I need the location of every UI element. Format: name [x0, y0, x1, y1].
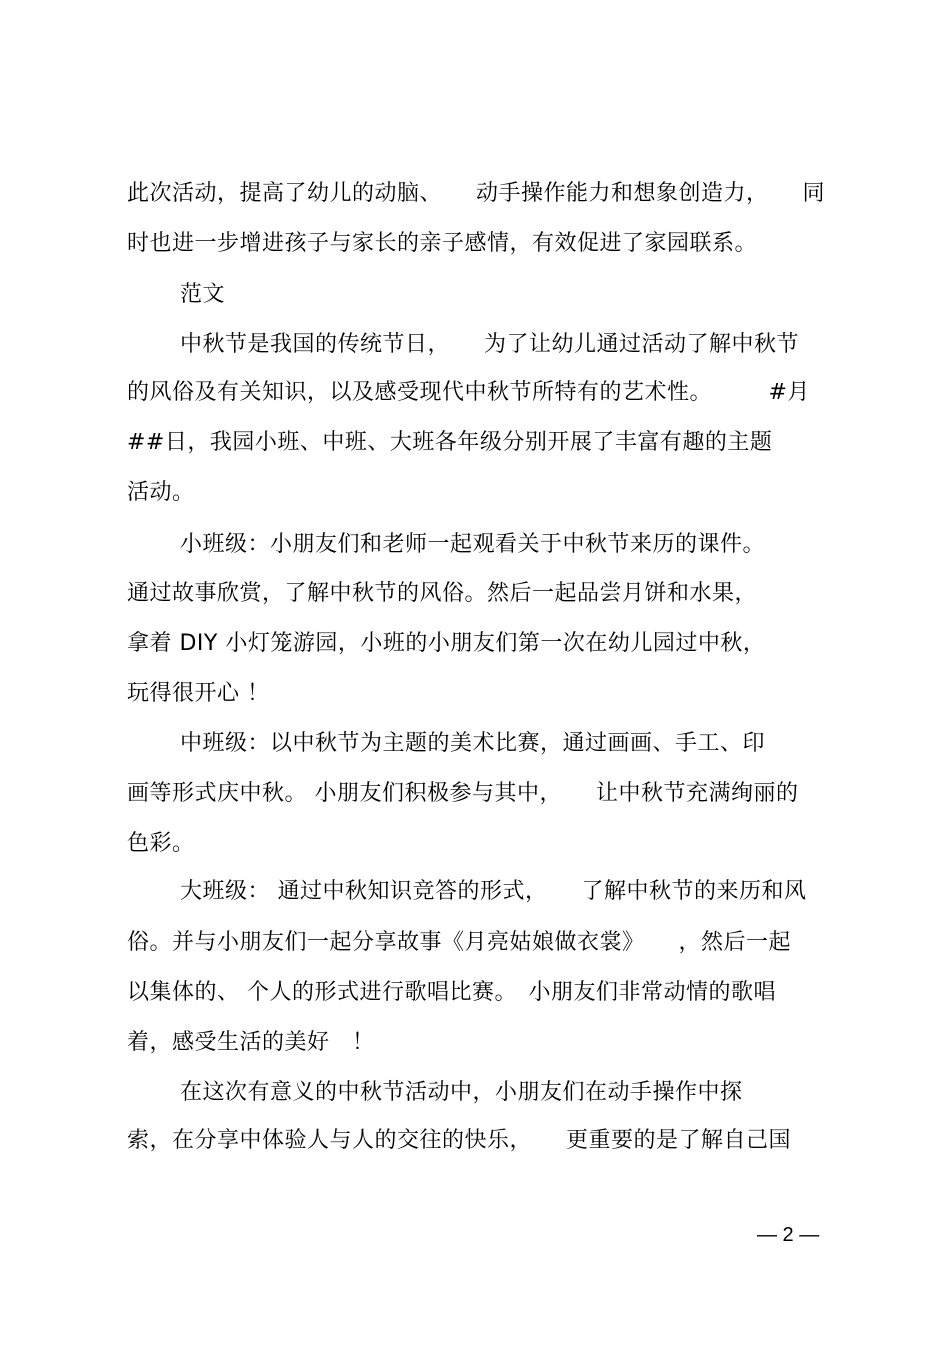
section-heading: 范文: [180, 282, 226, 307]
text-line: 此次活动，提高了幼儿的动脑、 动手操作能力和想象创造力， 同: [127, 181, 826, 206]
text-line: 时也进一步增进孩子与家长的亲子感情，有效促进了家园联系。: [127, 231, 758, 256]
text-line: 俗。并与小朋友们一起分享故事《月亮姑娘做衣裳》 ，然后一起: [127, 930, 792, 955]
text-line: 以集体的、 个人的形式进行歌唱比赛。 小朋友们非常动情的歌唱: [127, 980, 776, 1005]
text-line: 玩得很开心 ！: [127, 681, 270, 706]
text-line: 着，感受生活的美好 ！: [127, 1030, 375, 1055]
text-line: 索，在分享中体验人与人的交往的快乐， 更重要的是了解自己国: [127, 1128, 792, 1153]
text-line: 的风俗及有关知识，以及感受现代中秋节所特有的艺术性。 #月: [127, 380, 810, 405]
text-line: 画等形式庆中秋。 小朋友们积极参与其中， 让中秋节充满绚丽的: [127, 781, 799, 806]
text-line: 活动。: [127, 480, 195, 505]
text-line: 通过故事欣赏，了解中秋节的风俗。然后一起品尝月饼和水果，: [127, 581, 758, 606]
text-line: 拿着 DIY 小灯笼游园，小班的小朋友们第一次在幼儿园过中秋，: [127, 631, 766, 656]
text-line: 大班级： 通过中秋知识竞答的形式， 了解中秋节的来历和风: [180, 879, 807, 904]
text-line: ##日，我园小班、中班、大班各年级分别开展了丰富有趣的主题: [127, 430, 773, 455]
page-number: — 2 —: [757, 1224, 820, 1246]
text-line: 小班级：小朋友们和老师一起观看关于中秋节来历的课件。: [180, 532, 766, 557]
text-line: 色彩。: [127, 831, 195, 856]
text-line: 中秋节是我国的传统节日， 为了让幼儿通过活动了解中秋节: [180, 332, 800, 357]
text-line: 在这次有意义的中秋节活动中，小朋友们在动手操作中探: [180, 1080, 743, 1105]
text-line: 中班级：以中秋节为主题的美术比赛，通过画画、手工、印: [180, 731, 766, 756]
